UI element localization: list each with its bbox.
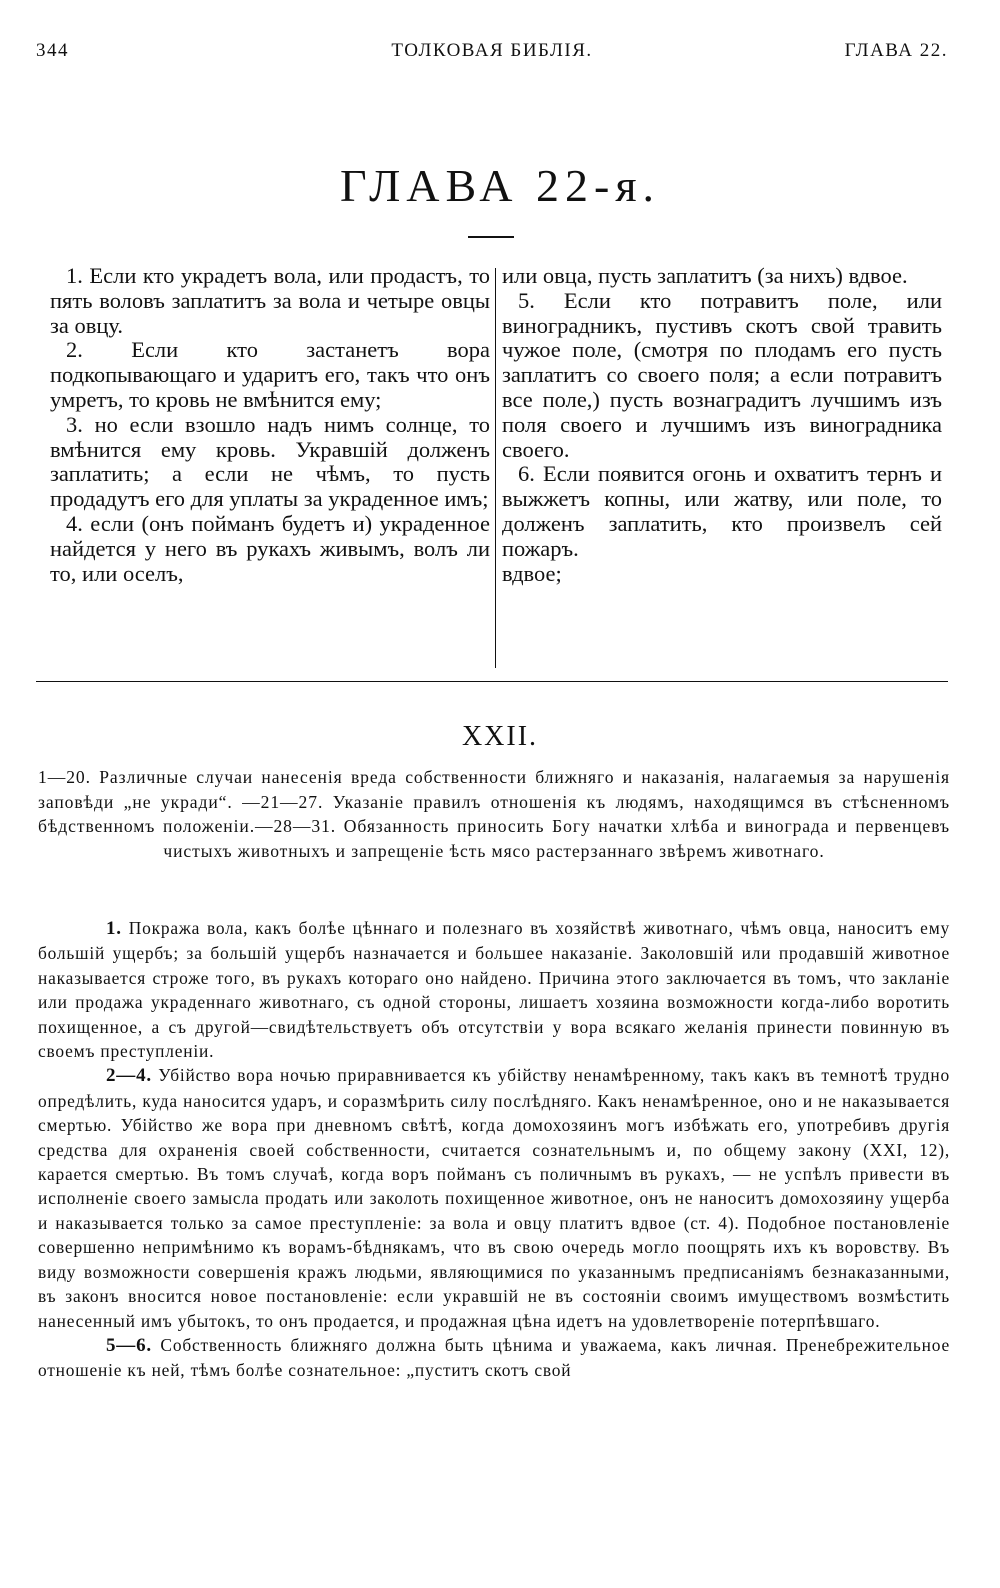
commentary-paragraph: [38, 916, 950, 1063]
commentary-verse-ref: 2—4.: [106, 1065, 152, 1087]
running-head-book-title: ТОЛКОВАЯ БИБЛІЯ.: [391, 40, 593, 61]
verse-6-tail: вдвое;: [502, 560, 562, 586]
commentary: [38, 916, 950, 1383]
verse-1: 1. Если кто украдетъ вола, или продастъ, то пять воловъ заплатитъ за вола и четыре овцы за овцу.: [50, 263, 490, 338]
commentary-text: Убійство вора ночью приравнивается къ убійству ненамѣренному, такъ какъ въ темнотѣ трудно опредѣлить, куда наносится ударъ, и соразмѣрить силу послѣдняго. Какъ ненамѣренное, оно и не наказывается смертью. Убійство же вора при дневномъ свѣтѣ, когда домохозяинъ могъ избѣжать его, употребивъ другія средства для охраненія своей собственности, считается сознательнымъ и, по общему закону (XXI, 12), карается смертью. Въ томъ случаѣ, когда воръ пойманъ съ поличнымъ въ рукахъ, — не успѣлъ привести въ исполненіе своего замысла продать или заколоть похищенное животное, онъ не наноситъ домохозяину ущерба и наказывается только за самое преступленіе: за вола и овцу платитъ вдвое (ст. 4). Подобное постановленіе совершенно непримѣнимо къ ворамъ-бѣднякамъ, что въ свою очередь могло поощрять ихъ къ воровству. Въ виду возможности совершенія кражъ людьми, являющимися по указаннымъ предписаніямъ безнаказанными, въ законъ вносится новое постановленіе: если укравшій не въ состояніи своимъ имуществомъ возмѣстить нанесенный имъ убытокъ, то онъ продается, и продажная цѣна идетъ на удовлетвореніе потерпѣвшаго.: [38, 1065, 950, 1331]
page-number: 344: [36, 40, 69, 61]
chapter-summary: 1—20. Различные случаи нанесенія вреда собственности ближняго и наказанія, налагаемыя за нарушенія заповѣди „не укради“. —21—27. Указаніе правилъ отношенія къ людямъ, находящимся въ стѣсненномъ бѣдственномъ положеніи.—28—31. Обязанность приносить Богу начатки хлѣба и винограда и первенцевъ чистыхъ животныхъ и запрещеніе ѣсть мясо растерзаннаго звѣремъ животнаго.: [38, 767, 950, 861]
commentary-verse-ref: 5—6.: [106, 1334, 152, 1356]
verse-5: 5. Если кто потравитъ поле, или виноградникъ, пустивъ скотъ свой травить чужое поле, (смотря по плодамъ его пусть заплатитъ со своего поля; а если потравитъ все поле,) пусть вознаградитъ лучшимъ изъ поля своего и лучшимъ изъ виноградника своего.: [502, 287, 942, 462]
commentary-text: Покража вола, какъ болѣе цѣннаго и полезнаго въ хозяйствѣ животнаго, чѣмъ овца, наноситъ ему большій ущербъ; за большій ущербъ назначается и большее наказаніе. Заколовшій или продавшій животное наказывается строже того, въ рукахъ котораго оно найдено. Причина этого заключается въ томъ, что закланіе или продажа украденнаго животнаго, съ одной стороны, лишаетъ хозяина возможности когда-либо воротить похищенное, а съ другой—свидѣтельствуетъ объ отсутствіи у вора всякаго желанія принести повинную въ своемъ преступленіи.: [38, 918, 950, 1062]
verse-2: 2. Если кто застанетъ вора подкопывающаго и ударитъ его, такъ что онъ умретъ, то кровь не вмѣнится ему;: [50, 337, 490, 412]
bible-text-left-column: [50, 264, 490, 586]
bible-text-right-column: [502, 264, 942, 586]
column-divider: [495, 268, 496, 668]
text-commentary-divider: [36, 681, 948, 682]
verse-6: 6. Если появится огонь и охватитъ тернъ и выжжетъ копны, или жатву, или поле, то долженъ заплатить, кто произвелъ сей пожаръ.: [502, 461, 942, 561]
bible-text-block: [50, 264, 950, 674]
running-head: [36, 40, 948, 70]
chapter-title: ГЛАВА 22-я.: [339, 160, 661, 211]
verse-4-continued: или овца, пусть заплатитъ (за нихъ) вдвое.: [502, 263, 908, 288]
commentary-paragraph: [38, 1333, 950, 1383]
commentary-heading: XXII.: [461, 721, 539, 752]
verse-3: 3. но если взошло надъ нимъ солнце, то вмѣнится ему кровь. Укравшій долженъ заплатить; а если не чѣмъ, то пусть продадутъ его для уплаты за украденное имъ;: [50, 411, 490, 512]
commentary-paragraph: [38, 1063, 950, 1332]
title-divider: [468, 236, 514, 238]
commentary-text: Собственность ближняго должна быть цѣнима и уважаема, какъ личная. Пренебрежительное отношеніе къ ней, тѣмъ болѣе сознательное: „пуститъ скотъ свой: [38, 1334, 950, 1381]
verse-4: 4. если (онъ пойманъ будетъ и) украденное найдется у него въ рукахъ живымъ, волъ ли то, или оселъ,: [50, 510, 490, 586]
running-head-chapter: ГЛАВА 22.: [844, 40, 948, 61]
commentary-verse-ref: 1.: [106, 918, 122, 939]
